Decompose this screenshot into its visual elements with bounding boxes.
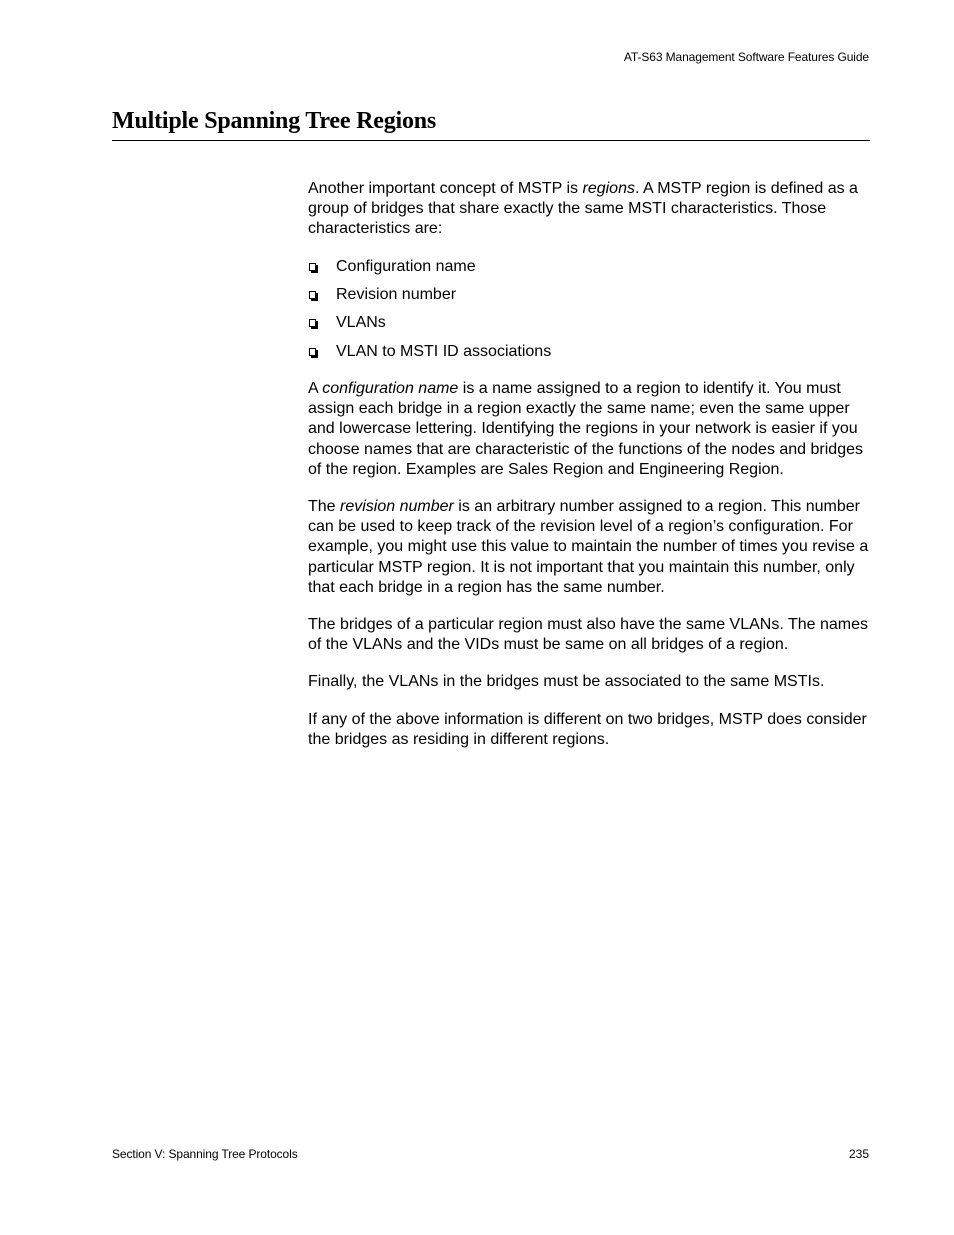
page-number: 235 [848, 1147, 869, 1161]
config-name-text-start: A [308, 379, 323, 397]
intro-text-start: Another important concept of MSTP is [308, 180, 583, 197]
configuration-name-paragraph [308, 379, 870, 480]
list-item [308, 313, 870, 333]
box-bullet-icon [309, 263, 316, 271]
characteristics-list [308, 257, 870, 362]
msti-paragraph: Finally, the VLANs in the bridges must be associated to the same MSTIs. [308, 673, 825, 691]
running-header: AT-S63 Management Software Features Guide [623, 50, 869, 64]
list-item [308, 342, 870, 362]
regions-term: regions [582, 180, 635, 197]
body-text [308, 179, 870, 767]
list-item-label: Revision number [336, 286, 457, 303]
vlans-paragraph: The bridges of a particular region must also have the same VLANs. The names of the VLANs and the VIDs must be same on all bridges of a region. [308, 616, 868, 654]
section-title: Multiple Spanning Tree Regions [112, 108, 437, 134]
list-item [308, 257, 870, 277]
revision-number-term: revision number [340, 498, 454, 515]
config-name-text-end: is a name assigned to a region to identify it. You must assign each bridge in a region exactly the same name; even the same upper and lowercase lettering. Identifying the regions in your network is easier if you choose names that are characteristic of the functions of the nodes and bridges of the region. Examples are Sales Region and Engineering Region. [308, 379, 863, 478]
list-item-label: VLANs [336, 314, 386, 332]
box-bullet-icon [309, 319, 316, 327]
intro-paragraph [308, 179, 870, 240]
list-item-label: VLAN to MSTI ID associations [336, 342, 552, 360]
configuration-name-term: configuration name [322, 379, 459, 397]
list-item-label: Configuration name [336, 257, 476, 275]
title-rule [112, 140, 870, 141]
revision-number-paragraph [308, 497, 870, 598]
box-bullet-icon [309, 348, 316, 356]
revision-text-start: The [308, 498, 341, 515]
box-bullet-icon [309, 291, 316, 299]
footer-section-label: Section V: Spanning Tree Protocols [112, 1147, 298, 1161]
difference-paragraph: If any of the above information is different on two bridges, MSTP does consider the bridges as residing in different regions. [308, 710, 867, 748]
revision-text-end: is an arbitrary number assigned to a region. This number can be used to keep track of the revision level of a region’s configuration. For example, you might use this value to maintain the number of times you revise a particular MSTP region. It is not important that you maintain this number, only that each bridge in a region has the same number. [308, 498, 869, 596]
intro-text-end: . A MSTP region is defined as a group of bridges that share exactly the same MSTI characteristics. Those characteristics are: [308, 180, 858, 238]
list-item [308, 285, 870, 305]
